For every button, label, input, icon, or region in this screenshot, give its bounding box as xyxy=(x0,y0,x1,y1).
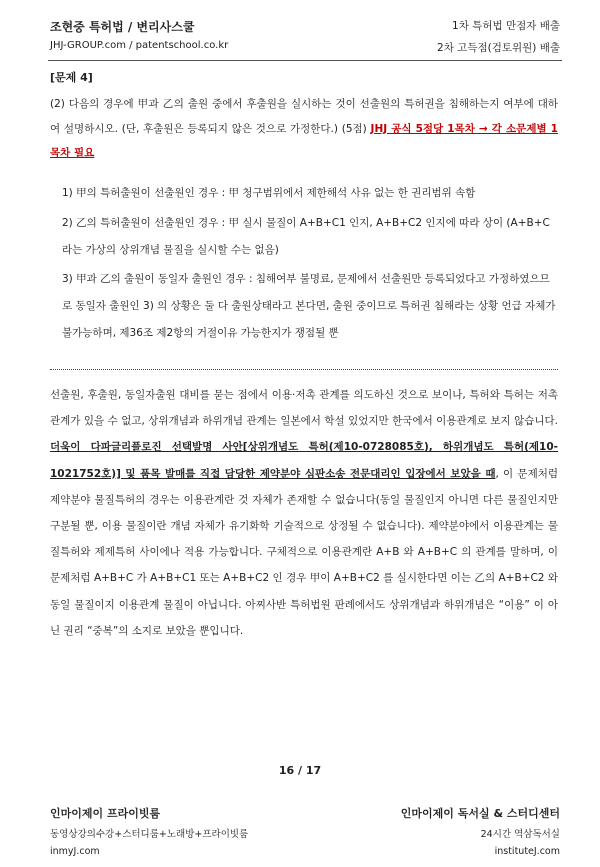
footer-right-site: instituteJ.com xyxy=(494,846,560,857)
page-number: 16 / 17 xyxy=(278,764,322,777)
header-site: JHJ-GROUP.com / patentschool.co.kr xyxy=(50,40,229,51)
header-divider xyxy=(48,60,562,61)
header-brand: 조현중 특허법 / 변리사스쿨 xyxy=(50,20,195,34)
answer-paragraph xyxy=(50,382,558,644)
subitem-1: 1) 甲의 특허출원이 선출원인 경우 : 甲 청구범위에서 제한해석 사유 없는 한 권리범위 속함 xyxy=(62,187,476,199)
header-tag-second-exam: 2차 고득점(검토위원) 배출 xyxy=(437,42,560,54)
question-number: [문제 4] xyxy=(50,71,93,84)
footer-left-title: 인마이제이 프라이빗룸 xyxy=(50,807,161,820)
subitem-3: 3) 甲과 乙의 출원이 동일자 출원인 경우 : 침해여부 불명료, 문제에서 선출원만 등록되었다고 가정하였으므로 동일자 출원인 3) 의 상황은 둘 다 출원상태라고 본다면, 출원 중이므로 특허권 침해라는 상황 언급 자체가 불가능하며, 제36조 제2항의 거절이유 가능한지가 쟁점될 뿐 xyxy=(62,273,556,339)
header-tag-first-exam: 1차 특허법 만점자 배출 xyxy=(452,20,560,32)
question-highlight: JHJ 공식 5점당 1목차 → 각 소문제별 1 목차 필요 xyxy=(50,122,558,159)
answer-part-1: 선출원, 후출원, 동일자출원 대비를 묻는 점에서 이용·저촉 관계를 의도하신 것으로 보이나, 특허와 특허는 저촉관계가 있을 수 없고, 상위개념과 하위개념 관계는 일본에서 학설 있었지만 한국에서 이용관계로 보지 않습니다. xyxy=(50,389,558,428)
answer-part-3: , 이 문제처럼 제약분야 물질특허의 경우는 이용관계란 것 자체가 존재할 수 없습니다(동일 물질인지 아니면 다른 물질인지만 구분될 뿐, 이용 물질이란 개념 자체가 유기화학 기술적으로 상정될 수 없습니다). 제약분야에서 이용관계는 물질특허와 제제특허 사이에나 적용 가능합니다. 구체적으로 이용관계란 A+B 와 A+B+C 의 관계를 말하며, 이 문제처럼 A+B+C 가 A+B+C1 또는 A+B+C2 인 경우 甲이 A+B+C2 를 실시한다면 이는 乙의 A+B+C2 와 동일 물질이지 이용관계 물질이 아닙니다. 아찌사반 특허법원 판례에서도 상위개념과 하위개념은 “이용” 이 아닌 권리 “중복”의 소지로 보았을 뿐입니다. xyxy=(50,467,558,637)
footer-right-desc: 24시간 역삼독서실 xyxy=(480,829,560,840)
answer-emphasis: 더욱이 다파글리플로진 선택발명 사안[상위개념도 특허(제10-0728085호), 하위개념도 특허(제10-1021752호)] 및 품목 발매를 직접 담당한 제약분야 심판소송 전문대리인 입장에서 보았을 때 xyxy=(50,441,558,480)
footer-right-title: 인마이제이 독서실 & 스터디센터 xyxy=(400,807,560,820)
question-body: (2) 다음의 경우에 甲과 乙의 출원 중에서 후출원을 실시하는 것이 선출원의 특허권을 침해하는지 여부에 대하여 설명하시오. (단, 후출원은 등록되지 않은 것으로 가정한다.) (5점) xyxy=(50,98,558,135)
subitem-2: 2) 乙의 특허출원이 선출원인 경우 : 甲 실시 물질이 A+B+C1 인지, A+B+C2 인지에 따라 상이 (A+B+C 라는 가상의 상위개념 물질을 실시할 수는 없음) xyxy=(62,217,550,256)
footer-left-desc: 동영상강의수강+스터디룸+노래방+프라이빗룸 xyxy=(50,829,249,840)
footer-left-site: inmyJ.com xyxy=(50,846,100,857)
dotted-divider xyxy=(50,369,558,370)
question-text xyxy=(50,92,558,166)
